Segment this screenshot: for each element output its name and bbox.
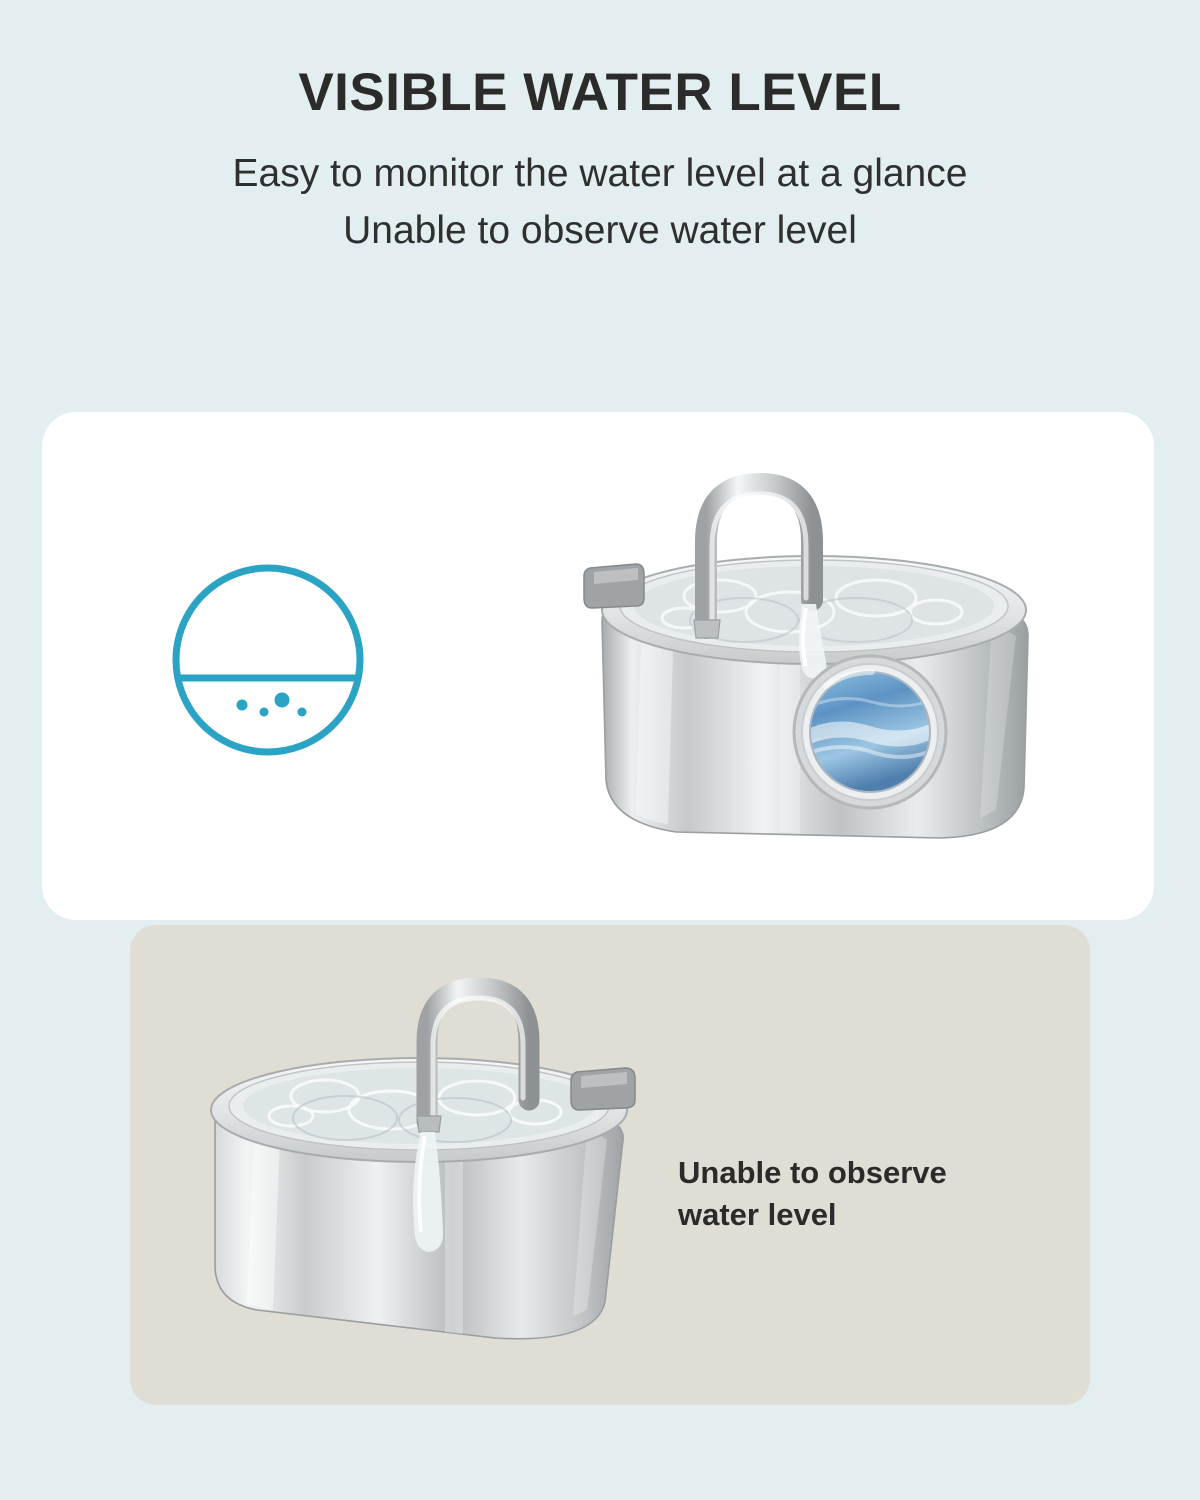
subtitle-line-1: Easy to monitor the water level at a glance — [232, 152, 968, 196]
bottom-caption — [678, 1152, 1038, 1236]
page-title: VISIBLE WATER LEVEL — [298, 63, 902, 122]
header — [0, 0, 1200, 258]
water-level-window — [810, 672, 930, 792]
fountain-image-with-window — [580, 440, 1050, 870]
fountain-image-no-window — [195, 950, 650, 1370]
subtitle-line-2: Unable to observe water level — [343, 208, 857, 252]
bottom-caption-line-1: Unable to observe — [678, 1155, 947, 1190]
bottom-caption-line-2: water level — [678, 1196, 837, 1232]
water-level-circle-icon — [168, 560, 368, 760]
